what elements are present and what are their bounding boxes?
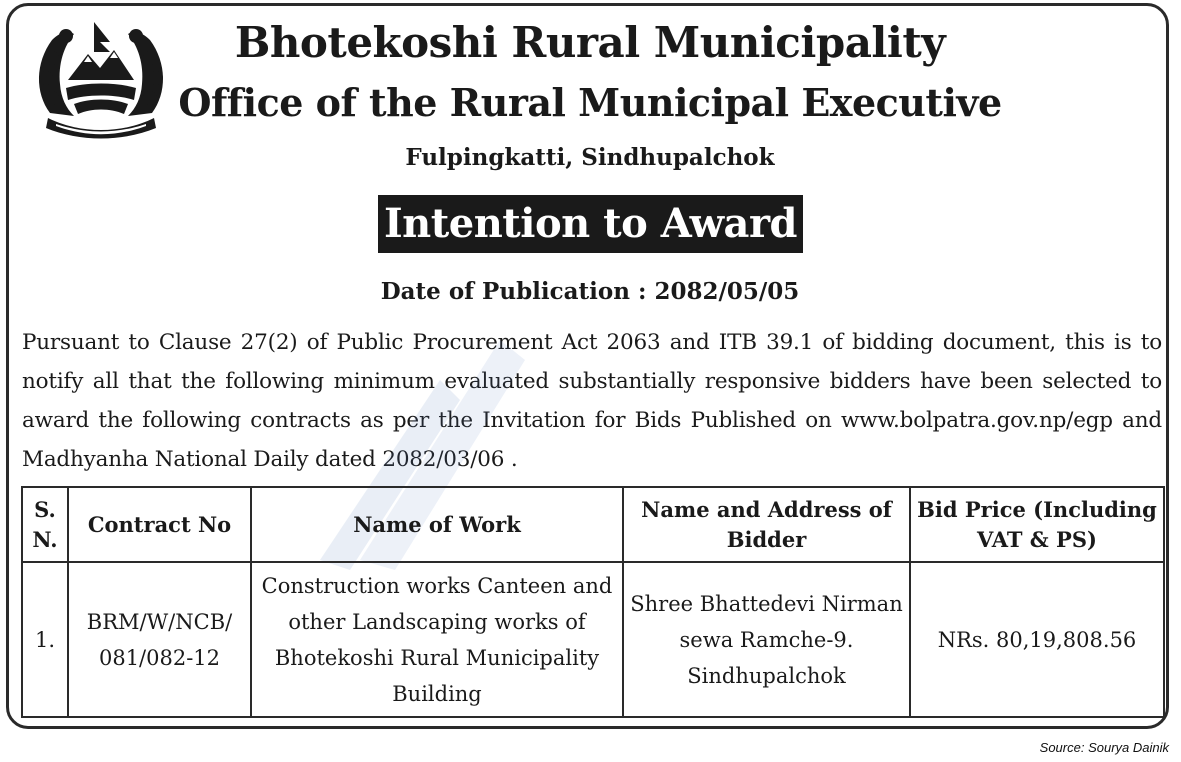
col-header-work: Name of Work xyxy=(251,487,623,562)
col-header-contract-no: Contract No xyxy=(68,487,251,562)
office-title: Office of the Rural Municipal Executive xyxy=(178,80,1002,125)
municipality-title: Bhotekoshi Rural Municipality xyxy=(234,18,946,67)
source-credit: Source: Sourya Dainik xyxy=(1039,740,1169,755)
col-header-bid-price: Bid Price (Including VAT & PS) xyxy=(910,487,1164,562)
award-table xyxy=(21,486,1165,718)
notice-heading: Intention to Award xyxy=(378,195,803,253)
notice-body: Pursuant to Clause 27(2) of Public Procurement Act 2063 and ITB 39.1 of bidding document, this is to notify all that the following minimum evaluated substantially responsive bidders have been selected to award the following contracts as per the Invitation for Bids Published on www.bolpatra.gov.np/egp and Madhyanha National Daily dated 2082/03/06 . xyxy=(22,330,1162,472)
cell-work: Construction works Canteen and other Landscaping works of Bhotekoshi Rural Municipality Building xyxy=(251,562,623,717)
col-header-bidder: Name and Address of Bidder xyxy=(623,487,910,562)
office-location: Fulpingkatti, Sindhupalchok xyxy=(405,144,775,171)
cell-bid-price: NRs. 80,19,808.56 xyxy=(910,562,1164,717)
table-row xyxy=(22,562,1164,717)
cell-contract-no: BRM/W/NCB/ 081/082-12 xyxy=(68,562,251,717)
table-header-row xyxy=(22,487,1164,562)
cell-sn: 1. xyxy=(22,562,68,717)
publication-date: Date of Publication : 2082/05/05 xyxy=(380,278,800,305)
col-header-sn: S. N. xyxy=(22,487,68,562)
cell-bidder: Shree Bhattedevi Nirman sewa Ramche-9. Sindhupalchok xyxy=(623,562,910,717)
